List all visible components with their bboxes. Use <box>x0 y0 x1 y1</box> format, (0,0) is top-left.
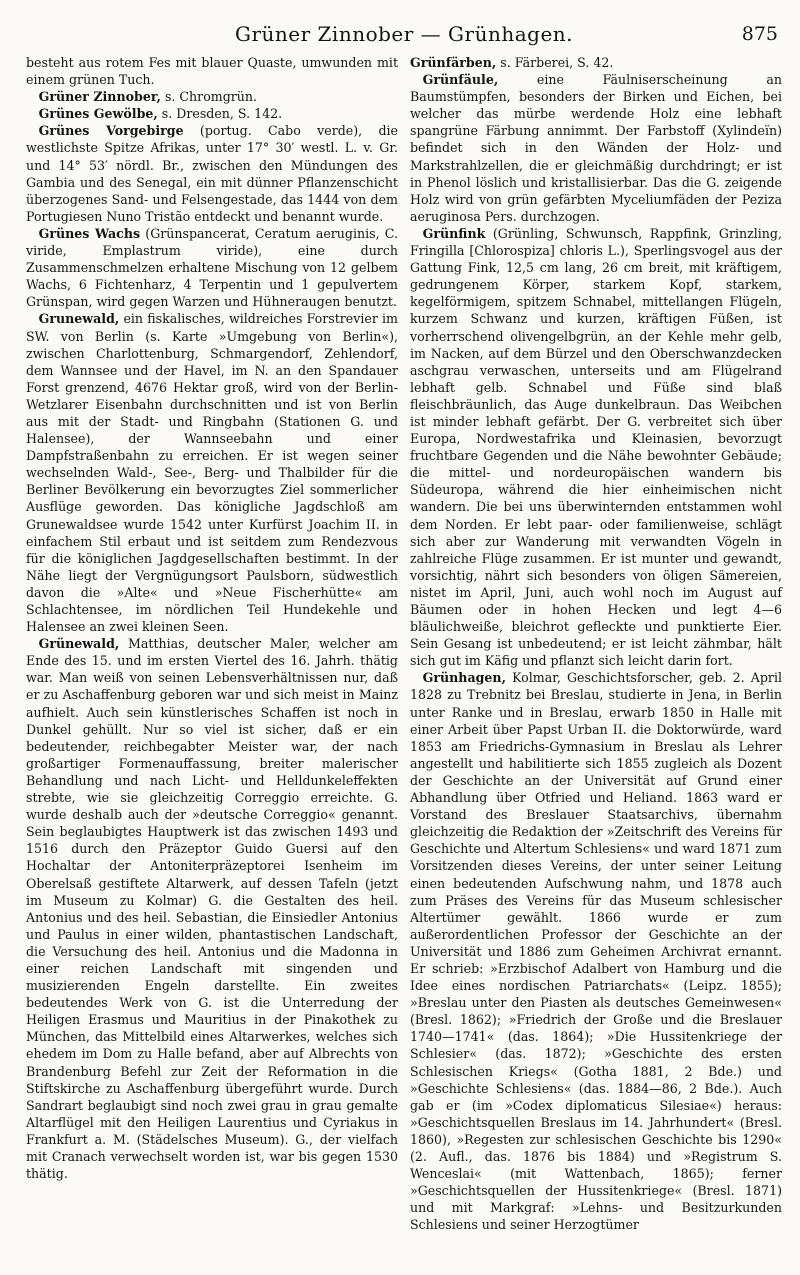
entry-headword: Grünfäule, <box>422 72 499 88</box>
entry-headword: Grünfärben, <box>410 55 497 70</box>
entry-text: s. Chromgrün. <box>160 89 258 105</box>
entry-text: s. Färberei, S. 42. <box>496 55 614 70</box>
entry-text: (Grünspancerat, Ceratum aeruginis, C. viride, Emplastrum viride), eine durch Zusammenschmelzen erhaltene Mischung von 12 gelbem Wachs, 6 Fichtenharz, 4 Terpentin und 1 gepulvertem Grünspan, wird gegen Warzen und Hühneraugen benutzt. <box>26 225 398 310</box>
entry-text: Matthias, deutscher Maler, welcher am Ende des 15. und im ersten Viertel des 16. Jahrh. thätig war. Man weiß von seinen Lebensverhältnissen nur, daß er zu Aschaffenburg geboren war und sich meist in Mainz aufhielt. Auch sein künstlerisches Schaffen ist noch in Dunkel gehüllt. Nur so viel ist sicher, daß er ein bedeutender, reichbegabter Meister war, der nach großartiger Formenauffassung, breiter malerischer Behandlung und nach Licht- und Helldunkeleffekten strebte, wie sie gleichzeitig Correggio erreichte. G. wurde deshalb auch der »deutsche Correggio« genannt. Sein beglaubigtes Hauptwerk ist das zwischen 1493 und 1516 durch den Präzeptor Guido Guersi auf den Hochaltar der Antoniterpräzeptorei Isenheim im Oberelsaß gestiftete Altarwerk, auf dessen Tafeln (jetzt im Museum zu Kolmar) G. die Gestalten des heil. Antonius und des heil. Sebastian, die Einsiedler Antonius und Paulus in einer wilden, phantastischen Landschaft, die Versuchung des heil. Antonius und die Madonna in einer reichen Landschaft mit singenden und musizierenden Engeln darstellte. Ein zweites bedeutendes Werk von G. ist die Unterredung der Heiligen Erasmus und Mauritius in der Pinakothek zu München, das Mittelbild eines Altarwerkes, welches sich ehedem im Dom zu Halle befand, aber auf Albrechts von Brandenburg Befehl zur Zeit der Reformation in die Stiftskirche zu Aschaffenburg übergeführt wurde. Durch Sandrart beglaubigt sind noch zwei grau in grau gemalte Altarflügel mit den Heiligen Laurentius und Cyriakus in Frankfurt a. M. (Städelsches Museum). G., der vielfach mit Cranach verwechselt worden ist, war bis gegen 1530 thätig. <box>26 636 398 1182</box>
dictionary-entry <box>26 54 398 88</box>
dictionary-entry <box>410 225 782 669</box>
running-title: Grüner Zinnober — Grünhagen. <box>234 22 574 46</box>
entry-headword: Grüner Zinnober, <box>38 89 161 105</box>
entry-text: (portug. Cabo verde), die westlichste Spitze Afrikas, unter 17° 30′ westl. L. v. Gr. und 14° 53′ nördl. Br., zwischen den Mündungen des Gambia und des Senegal, ein mit dünner Pflanzenschicht überzogenes Sand- und Felsengestade, das 1444 von dem Portugiesen Nuno Tristão entdeckt und benannt wurde. <box>26 123 398 224</box>
entry-text: ein fiskalisches, wildreiches Forstrevier im SW. von Berlin (s. Karte »Umgebung von Berlin«), zwischen Charlottenburg, Schmargendorf, Zehlendorf, dem Wannsee und der Havel, im N. an den Spandauer Forst grenzend, 4676 Hektar groß, wird von der Berlin-Wetzlarer Eisenbahn durchschnitten und ist von Berlin aus mit der Stadt- und Ringbahn (Stationen G. und Halensee), der Wannseebahn und einer Dampfstraßenbahn zu erreichen. Er ist wegen seiner wechselnden Wald-, See-, Berg- und Thalbilder für die Berliner Bevölkerung ein bevorzugtes Ziel sommerlicher Ausflüge geworden. Das königliche Jagdschloß am Grunewaldsee wurde 1542 unter Kurfürst Joachim II. in einfachem Stil erbaut und ist seitdem zum Rendezvous für die königlichen Jagdgesellschaften bestimmt. In der Nähe liegt der Vergnügungsort Paulsborn, südwestlich davon die »Alte« und »Neue Fischerhütte« am Schlachtensee, im nördlichen Teil Hundekehle und Halensee an zwei kleinen Seen. <box>26 311 398 635</box>
entry-text: besteht aus rotem Fes mit blauer Quaste, umwunden mit einem grünen Tuch. <box>26 55 398 88</box>
dictionary-entry <box>410 54 782 71</box>
page-header <box>26 20 782 48</box>
text-columns <box>26 54 782 1233</box>
entry-headword: Grünes Vorgebirge <box>38 123 184 139</box>
dictionary-entry <box>26 88 398 105</box>
right-column <box>410 54 782 1233</box>
entry-headword: Grünewald, <box>38 636 120 652</box>
left-column <box>26 54 398 1233</box>
page-number: 875 <box>741 23 778 45</box>
dictionary-entry <box>26 635 398 1182</box>
dictionary-entry <box>26 122 398 225</box>
dictionary-entry <box>410 669 782 1233</box>
entry-headword: Grünhagen, <box>422 670 506 686</box>
entry-text: s. Dresden, S. 142. <box>157 106 283 122</box>
entry-headword: Grünes Wachs <box>38 225 141 241</box>
entry-headword: Grunewald, <box>38 311 120 327</box>
dictionary-entry <box>410 71 782 225</box>
dictionary-entry <box>26 105 398 122</box>
dictionary-entry <box>26 310 398 635</box>
entry-text: eine Fäulniserscheinung an Baumstümpfen, besonders der Birken und Eichen, bei welcher das mürbe werdende Holz eine lebhaft spangrüne Färbung annimmt. Der Farbstoff (Xylindeïn) befindet sich in den Wänden der Holz- und Markstrahlzellen, die er gleichmäßig durchdringt; er ist in Phenol löslich und kristallisierbar. Das die G. zeigende Holz wird von grün gefärbten Myceliumfäden der Peziza aeruginosa Pers. durchzogen. <box>410 72 782 224</box>
entry-text: (Grünling, Schwunsch, Rappfink, Grinzling, Fringilla [Chlorospiza] chloris L.), Sperlingsvogel aus der Gattung Fink, 12,5 cm lang, 26 cm breit, mit kräftigem, gedrungenem Körper, starkem Kopf, starkem, kegelförmigem, spitzem Schnabel, mittellangen Flügeln, kurzem Schwanz und kurzen, kräftigen Füßen, ist vorherrschend olivengelbgrün, an der Kehle mehr gelb, im Nacken, auf dem Bürzel und den Oberschwanzdecken aschgrau verwaschen, unterseits und am Flügelrand lebhaft gelb. Schnabel und Füße sind blaß fleischbräunlich, das Auge dunkelbraun. Das Weibchen ist minder lebhaft gefärbt. Der G. verbreitet sich über Europa, Nordwestafrika und Kleinasien, bevorzugt fruchtbare Gegenden und die Nähe bewohnter Gebäude; die mittel- und nordeuropäischen wandern bis Südeuropa, während die hier einheimischen nicht wandern. Die bei uns überwinternden entstammen wohl dem Norden. Er lebt paar- oder familienweise, schlägt sich aber zur Wanderung mit verwandten Vögeln in zahlreiche Flüge zusammen. Er ist munter und gewandt, vorsichtig, nährt sich besonders von öligen Sämereien, nistet im April, Juni, auch wohl noch im August auf Bäumen oder in hohen Hecken und legt 4—6 bläulichweiße, bleichrot gefleckte und punktierte Eier. Sein Gesang ist unbedeutend; er ist leicht zähmbar, hält sich gut im Käfig und pflanzt sich leicht darin fort. <box>410 225 782 669</box>
dictionary-entry <box>26 225 398 310</box>
entry-text: Kolmar, Geschichtsforscher, geb. 2. April 1828 zu Trebnitz bei Breslau, studierte in Jena, in Berlin unter Ranke und in Breslau, erwarb 1850 in Halle mit einer Arbeit über Papst Urban II. die Doktorwürde, ward 1853 am Friedrichs-Gymnasium in Breslau als Lehrer angestellt und habilitierte sich 1855 zugleich als Dozent der Geschichte an der Universität auf Grund einer Abhandlung über Otfried und Heliand. 1863 ward er Vorstand des Breslauer Staatsarchivs, übernahm gleichzeitig die Redaktion der »Zeitschrift des Vereins für Geschichte und Altertum Schlesiens« und ward 1871 zum Vorsitzenden dieses Vereins, der unter seiner Leitung einen bedeutenden Aufschwung nahm, und 1878 auch zum Präses des Vereins für das Museum schlesischer Altertümer gewählt. 1866 wurde er zum außerordentlichen Professor der Geschichte an der Universität und 1886 zum Geheimen Archivrat ernannt. Er schrieb: »Erzbischof Adalbert von Hamburg und die Idee eines nordischen Patriarchats« (Leipz. 1855); »Breslau unter den Piasten als deutsches Gemeinwesen« (Bresl. 1862); »Friedrich der Große und die Breslauer 1740—1741« (das. 1864); »Die Hussitenkriege der Schlesier« (das. 1872); »Geschichte des ersten Schlesischen Kriegs« (Gotha 1881, 2 Bde.) und »Geschichte Schlesiens« (das. 1884—86, 2 Bde.). Auch gab er (im »Codex diplomaticus Silesiae«) heraus: »Geschichtsquellen Breslaus im 14. Jahrhundert« (Bresl. 1860), »Regesten zur schlesischen Geschichte bis 1290« (2. Aufl., das. 1876 bis 1884) und »Registrum S. Wenceslai« (mit Wattenbach, 1865); ferner »Geschichtsquellen der Hussitenkriege« (Bresl. 1871) und mit Markgraf: »Lehns- und Besitzurkunden Schlesiens und seiner Herzogtümer <box>410 670 782 1233</box>
entry-headword: Grünfink <box>422 225 486 241</box>
entry-headword: Grünes Gewölbe, <box>38 106 158 122</box>
